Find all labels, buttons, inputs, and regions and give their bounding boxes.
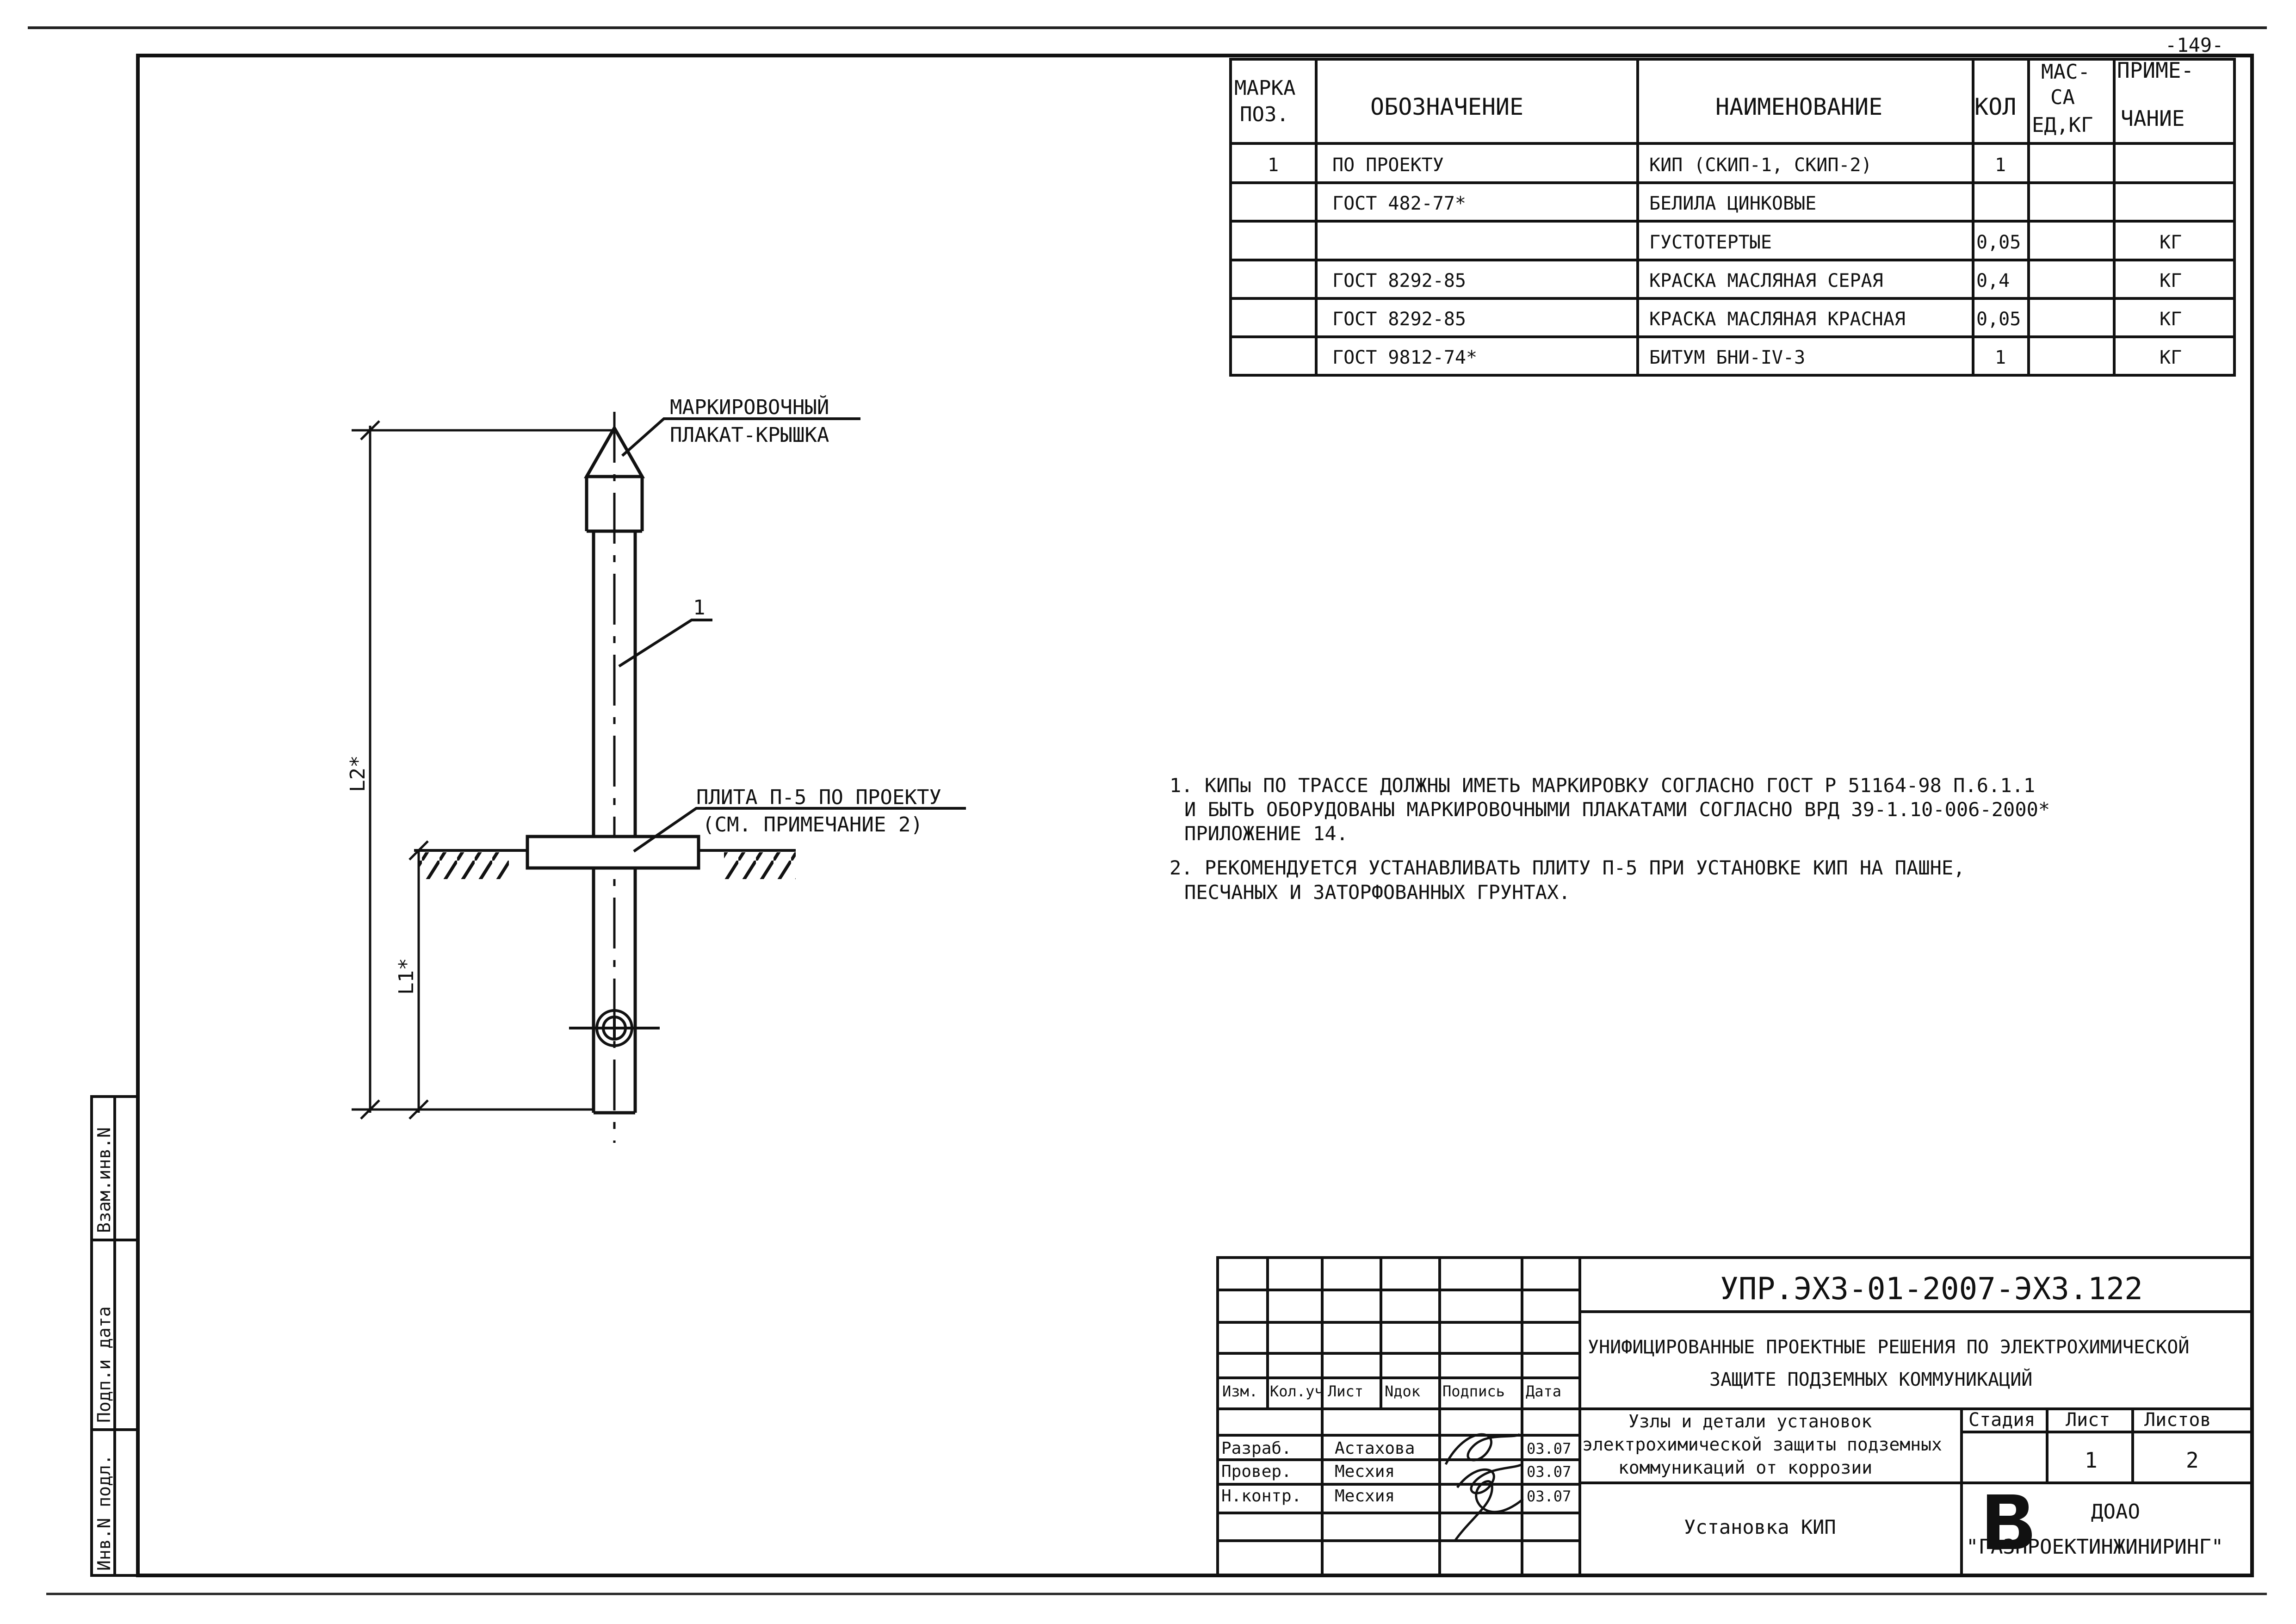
spec-row [1332,347,2182,368]
label-plate: ПЛИТА П-5 ПО ПРОЕКТУ (СМ. ПРИМЕЧАНИЕ 2) [696,786,941,837]
svg-text:Месхия: Месхия [1335,1487,1395,1506]
ground-hatching [724,852,759,879]
side-stamp-podp: Подп.и дата [94,1306,114,1423]
signature-marks [1446,1434,1523,1541]
svg-text:ГОСТ 8292-85: ГОСТ 8292-85 [1332,309,1466,330]
spec-row [1332,270,2182,291]
spec-header-note: ПРИМЕ- ЧАНИЕ [2117,58,2194,131]
svg-text:0,05: 0,05 [1976,309,2021,330]
svg-text:1: 1 [1995,155,2006,176]
title-block-code: УПР.ЭХЗ-01-2007-ЭХЗ.122 [1720,1271,2143,1307]
spec-header-designation: ОБОЗНАЧЕНИЕ [1370,93,1524,120]
dimension-l1-label: L1* [395,958,418,995]
svg-text:КГ: КГ [2160,309,2182,330]
leader-pos [619,620,712,666]
svg-text:03.07: 03.07 [1527,1440,1572,1457]
svg-text:КРАСКА МАСЛЯНАЯ СЕРАЯ: КРАСКА МАСЛЯНАЯ СЕРАЯ [1649,270,1883,291]
sheet-label: Лист [2066,1409,2110,1431]
svg-text:КРАСКА МАСЛЯНАЯ КРАСНАЯ: КРАСКА МАСЛЯНАЯ КРАСНАЯ [1649,309,1906,330]
spec-row [1332,193,1816,214]
sheet-value: 1 [2085,1448,2098,1473]
svg-text:03.07: 03.07 [1527,1488,1572,1505]
ground-hatching [754,852,796,879]
svg-text:ГОСТ 8292-85: ГОСТ 8292-85 [1332,270,1466,291]
stage-label: Стадия [1968,1409,2036,1431]
svg-text:БЕЛИЛА ЦИНКОВЫЕ: БЕЛИЛА ЦИНКОВЫЕ [1649,193,1817,214]
side-stamp-inv: Инв.N подл. [94,1454,114,1571]
spec-header-name: НАИМЕНОВАНИЕ [1715,93,1883,120]
svg-text:Н.контр.: Н.контр. [1221,1487,1302,1506]
title-block-project: УНИФИЦИРОВАННЫЕ ПРОЕКТНЫЕ РЕШЕНИЯ ПО ЭЛЕКТРОХИМИЧЕСКОЙ ЗАЩИТЕ ПОДЗЕМНЫХ КОММУНИКАЦИЙ [1588,1337,2190,1390]
label-pos-1: 1 [693,596,706,620]
svg-text:1: 1 [1995,347,2006,368]
drawing-title: Установка КИП [1684,1516,1836,1538]
sheet-title: Узлы и детали установок электрохимической защиты подземных коммуникаций от коррозии [1582,1411,1942,1478]
dimension-l2-label: L2* [346,755,370,792]
svg-text:0,05: 0,05 [1976,232,2021,253]
side-stamp-vzam: Взам.инв.N [94,1127,114,1233]
spec-header-qty: КОЛ [1974,93,2017,120]
svg-text:ГУСТОТЕРТЫЕ: ГУСТОТЕРТЫЕ [1649,232,1772,253]
svg-text:КГ: КГ [2160,347,2182,368]
svg-text:Провер.: Провер. [1221,1462,1292,1481]
title-block-person-row [1221,1439,1571,1458]
svg-text:КГ: КГ [2160,270,2182,291]
plate-p5 [527,837,699,868]
title-block-col-headers: Изм. Кол.уч Лист Nдок Подпись Дата [1222,1382,1562,1400]
spec-header-mass: МАС- СА ЕД,КГ [2032,60,2093,137]
sheets-label: Листов [2144,1409,2211,1431]
page-number: -149- [2165,34,2224,56]
dimension-l2 [352,421,613,1119]
svg-text:ПО ПРОЕКТУ: ПО ПРОЕКТУ [1332,155,1444,176]
note-2: 2. РЕКОМЕНДУЕТСЯ УСТАНАВЛИВАТЬ ПЛИТУ П-5 ПРИ УСТАНОВКЕ КИП НА ПАШНЕ, ПЕСЧАНЫХ И ЗАТОРФОВАННЫХ ГРУНТАХ. [1170,856,1965,904]
svg-text:БИТУМ БНИ-IV-3: БИТУМ БНИ-IV-3 [1649,347,1806,368]
svg-text:ГОСТ 9812-74*: ГОСТ 9812-74* [1332,347,1478,368]
spec-row [1649,232,2182,253]
terminal-bolt [569,1010,660,1046]
svg-text:1: 1 [1268,155,1279,176]
svg-text:0,4: 0,4 [1976,270,2010,291]
spec-header-mark: МАРКА ПОЗ. [1234,76,1296,126]
note-1: 1. КИПы ПО ТРАССЕ ДОЛЖНЫ ИМЕТЬ МАРКИРОВКУ СОГЛАСНО ГОСТ Р 51164-98 П.6.1.1 И БЫТЬ ОБОРУДОВАНЫ МАРКИРОВОЧНЫМИ ПЛАКАТАМИ СОГЛАСНО ВРД 39-1.10-006-2000* ПРИЛОЖЕНИЕ 14. [1170,774,2050,845]
ground-hatching [456,852,509,879]
svg-text:Месхия: Месхия [1335,1462,1395,1481]
svg-text:Разраб.: Разраб. [1221,1439,1292,1458]
svg-text:ГОСТ 482-77*: ГОСТ 482-77* [1332,193,1466,214]
spec-row [1332,309,2182,330]
label-cap: МАРКИРОВОЧНЫЙ ПЛАКАТ-КРЫШКА [670,396,829,447]
org-name: ДОАО "ГАЗПРОЕКТИНЖИНИРИНГ" [1966,1500,2224,1559]
sheets-value: 2 [2186,1448,2199,1473]
svg-text:КГ: КГ [2160,232,2182,253]
svg-text:Астахова: Астахова [1335,1439,1415,1458]
svg-text:КИП (СКИП-1, СКИП-2): КИП (СКИП-1, СКИП-2) [1649,155,1872,176]
svg-text:03.07: 03.07 [1527,1463,1572,1481]
